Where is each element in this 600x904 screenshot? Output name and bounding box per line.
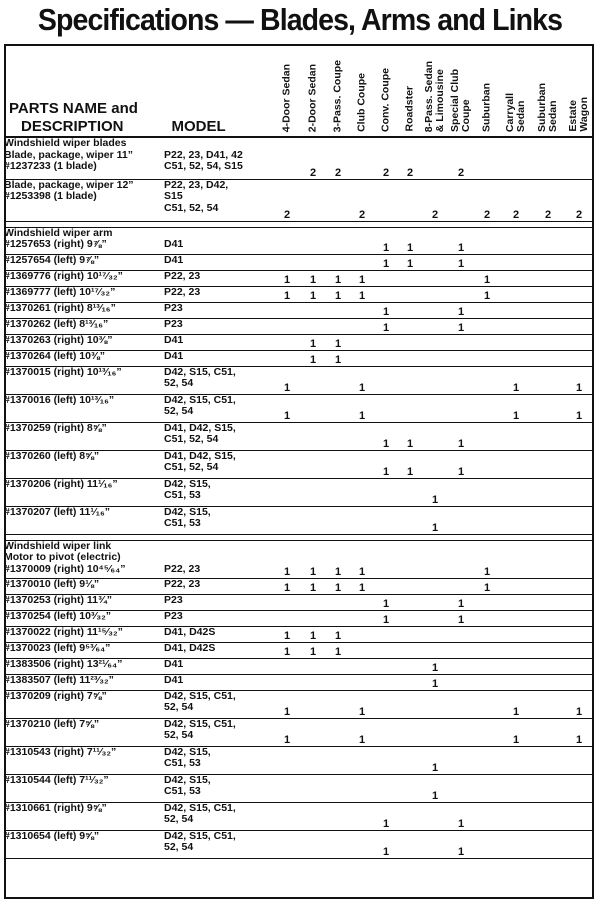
part-description-line: #1310544 (left) 7¹¹⁄₃₂” — [4, 774, 109, 786]
quantity-cell: 1 — [448, 610, 474, 626]
quantity-cell: 1 — [374, 802, 398, 830]
model-line: S15 — [164, 190, 183, 202]
quantity-cell: 1 — [448, 802, 474, 830]
part-description-line: #1257654 (left) 9⅞” — [4, 254, 100, 266]
quantity-cell: 1 — [374, 594, 398, 610]
quantity-cell: 1 — [448, 450, 474, 478]
quantity-cell: 1 — [350, 366, 374, 394]
quantity-cell: 1 — [374, 450, 398, 478]
model-line: P23 — [164, 318, 183, 330]
column-header-line: 3-Pass. Coupe — [331, 59, 344, 132]
model-line: D42, S15, C51, — [164, 690, 236, 702]
model-line: D42, S15, — [164, 774, 211, 786]
quantity-cell: 1 — [326, 540, 350, 578]
quantity-cell: 2 — [532, 179, 564, 221]
quantity-cell: 1 — [350, 540, 374, 578]
quantity-cell: 1 — [350, 578, 374, 594]
quantity-cell: 1 — [326, 626, 350, 642]
model-line: P22, 23 — [164, 578, 201, 590]
column-header-line: Sedan — [547, 100, 559, 132]
model-line: D42, S15, C51, — [164, 718, 236, 730]
quantity-cell: 1 — [274, 270, 300, 286]
quantity-cell: 1 — [564, 690, 594, 718]
quantity-cell: 1 — [326, 578, 350, 594]
part-description-line: #1370010 (left) 9⅛” — [4, 578, 100, 590]
header-description-label: DESCRIPTION — [21, 118, 124, 135]
model-line: C51, 52, 54 — [164, 433, 219, 445]
quantity-cell: 1 — [474, 286, 500, 302]
part-description-line: Windshield wiper link — [4, 540, 112, 552]
header-parts-label: PARTS NAME and — [9, 100, 138, 117]
quantity-cell: 1 — [350, 286, 374, 302]
model-line: 52, 54 — [164, 377, 194, 389]
table-frame — [4, 44, 594, 899]
quantity-cell: 1 — [374, 302, 398, 318]
quantity-cell: 1 — [300, 270, 326, 286]
model-line: 52, 54 — [164, 701, 194, 713]
part-description-line: #1310661 (right) 9⅝” — [4, 802, 107, 814]
quantity-cell: 2 — [300, 137, 326, 179]
quantity-cell: 1 — [300, 626, 326, 642]
quantity-cell: 1 — [326, 334, 350, 350]
model-line: C51, 53 — [164, 785, 201, 797]
model-line: D41 — [164, 674, 184, 686]
column-header-line: Sedan — [515, 100, 527, 132]
model-line: P22, 23 — [164, 286, 201, 298]
quantity-cell: 2 — [422, 179, 448, 221]
quantity-cell: 1 — [374, 318, 398, 334]
column-header-line: 4-Door Sedan — [280, 63, 293, 132]
quantity-cell: 1 — [448, 830, 474, 858]
quantity-cell: 1 — [398, 254, 422, 270]
column-header-line: Carryall — [504, 92, 516, 132]
model-line: P22, 23, D42, — [164, 179, 229, 191]
part-description-line: Windshield wiper blades — [4, 137, 127, 149]
part-description-line: #1370023 (left) 9⁵³⁄₆₄” — [4, 642, 111, 654]
model-line: P22, 23, D41, 42 — [164, 148, 243, 161]
quantity-cell: 1 — [500, 690, 532, 718]
part-description-line: #1370206 (right) 11¹⁄₁₆” — [4, 478, 118, 490]
quantity-cell: 1 — [274, 286, 300, 302]
model-line: C51, 52, 54 — [164, 461, 219, 473]
column-header-line: Roadster — [403, 86, 416, 132]
quantity-cell: 2 — [398, 137, 422, 179]
model-line: D41 — [164, 658, 184, 670]
quantity-cell: 1 — [422, 478, 448, 506]
quantity-cell: 2 — [274, 179, 300, 221]
model-line: C51, 52, 54, S15 — [164, 160, 243, 172]
quantity-cell: 2 — [564, 179, 594, 221]
model-line: C51, 53 — [164, 757, 201, 769]
quantity-cell: 2 — [474, 179, 500, 221]
part-description-line: #1370263 (right) 10⅜” — [4, 334, 113, 346]
part-description-line: #1370209 (right) 7⅝” — [4, 690, 107, 702]
part-description-line: #1369776 (right) 10¹⁷⁄₃₂” — [4, 270, 123, 282]
quantity-cell: 1 — [350, 718, 374, 746]
quantity-cell: 1 — [274, 718, 300, 746]
quantity-cell: 1 — [274, 394, 300, 422]
column-header-line: Estate — [567, 100, 579, 132]
column-header-line: Suburban — [480, 83, 493, 132]
quantity-cell: 1 — [374, 227, 398, 254]
part-description-line: #1310654 (left) 9⅝” — [4, 830, 100, 842]
model-line: D42, S15, — [164, 746, 211, 758]
part-description-line: #1370016 (left) 10¹³⁄₁₆” — [4, 394, 115, 406]
column-header-line: 8-Pass. Sedan — [423, 60, 435, 132]
part-description-line: Windshield wiper arm — [4, 227, 113, 239]
model-line: D41, D42S — [164, 642, 216, 654]
quantity-cell: 1 — [422, 506, 448, 534]
quantity-cell: 1 — [300, 578, 326, 594]
model-line: D42, S15, C51, — [164, 366, 236, 378]
quantity-cell: 1 — [564, 394, 594, 422]
part-description-line: #1370260 (left) 8⅝” — [4, 450, 100, 462]
part-description-line: #1370207 (left) 11¹⁄₁₆” — [4, 506, 111, 518]
model-line: D42, S15, C51, — [164, 830, 236, 842]
model-line: P23 — [164, 594, 183, 606]
model-line: D41 — [164, 238, 184, 250]
part-description-line: Blade, package, wiper 11” — [4, 148, 133, 161]
model-line: D41 — [164, 254, 184, 266]
model-line: D41, D42, S15, — [164, 450, 236, 462]
quantity-cell: 1 — [300, 286, 326, 302]
model-line: D41 — [164, 334, 184, 346]
quantity-cell: 1 — [300, 334, 326, 350]
quantity-cell: 1 — [500, 366, 532, 394]
column-header-line: & Limousine — [434, 68, 446, 132]
model-line: 52, 54 — [164, 729, 194, 741]
quantity-cell: 1 — [474, 270, 500, 286]
part-description-line: #1370253 (right) 11¾” — [4, 594, 112, 606]
part-description-line: #1383507 (left) 11²³⁄₃₂” — [4, 674, 114, 686]
quantity-cell: 1 — [374, 422, 398, 450]
part-description-line: Blade, package, wiper 12” — [4, 179, 134, 191]
quantity-cell: 2 — [448, 137, 474, 179]
model-line: P22, 23 — [164, 270, 201, 282]
part-description-line: #1370015 (right) 10¹³⁄₁₆” — [4, 366, 122, 378]
part-description-line: #1370262 (left) 8¹³⁄₁₆” — [4, 318, 109, 330]
quantity-cell: 1 — [374, 830, 398, 858]
quantity-cell: 1 — [448, 594, 474, 610]
model-line: P23 — [164, 302, 183, 314]
part-description-line: #1370022 (right) 11¹⁵⁄₃₂” — [4, 626, 123, 638]
part-description-line: #1370254 (left) 10³⁄₃₂” — [4, 610, 111, 622]
column-header-line: Coupe — [460, 99, 472, 132]
quantity-cell: 1 — [374, 610, 398, 626]
quantity-cell: 1 — [422, 746, 448, 774]
quantity-cell: 1 — [398, 422, 422, 450]
part-description-line: #1369777 (left) 10¹⁷⁄₃₂” — [4, 286, 116, 298]
column-header-line: Suburban — [536, 83, 548, 132]
quantity-cell: 1 — [326, 270, 350, 286]
header-model-label: MODEL — [171, 118, 226, 135]
quantity-cell: 1 — [350, 394, 374, 422]
quantity-cell: 1 — [422, 774, 448, 802]
part-description-line: #1370259 (right) 8⅝” — [4, 422, 107, 434]
part-description-line: Motor to pivot (electric) — [4, 551, 121, 563]
column-header-line: Wagon — [578, 97, 590, 132]
page-title: Specifications — Blades, Arms and Links — [37, 2, 563, 37]
quantity-cell: 1 — [374, 254, 398, 270]
quantity-cell: 1 — [274, 642, 300, 658]
quantity-cell: 1 — [274, 626, 300, 642]
column-header-line: Conv. Coupe — [379, 68, 392, 132]
part-description-line: #1383506 (right) 13²¹⁄₆₄” — [4, 658, 123, 670]
quantity-cell: 2 — [500, 179, 532, 221]
quantity-cell: 1 — [274, 578, 300, 594]
column-header-line: Special Club — [449, 68, 461, 132]
model-line: 52, 54 — [164, 813, 194, 825]
model-line: 52, 54 — [164, 405, 194, 417]
quantity-cell: 1 — [398, 227, 422, 254]
part-description-line: #1370210 (left) 7⅝” — [4, 718, 100, 730]
model-line: D42, S15, — [164, 478, 211, 490]
quantity-cell: 1 — [474, 578, 500, 594]
quantity-cell: 1 — [564, 718, 594, 746]
quantity-cell: 1 — [500, 394, 532, 422]
quantity-cell: 1 — [300, 642, 326, 658]
column-header-line: 2-Door Sedan — [306, 63, 319, 132]
quantity-cell: 1 — [274, 366, 300, 394]
quantity-cell: 1 — [326, 642, 350, 658]
quantity-cell: 1 — [274, 540, 300, 578]
model-line: D41, D42, S15, — [164, 422, 236, 434]
quantity-cell: 1 — [398, 450, 422, 478]
quantity-cell: 1 — [274, 690, 300, 718]
model-line: P23 — [164, 610, 183, 622]
part-description-line: #1257653 (right) 9⅞” — [4, 238, 107, 250]
part-description-line: #1370261 (right) 8¹³⁄₁₆” — [4, 302, 116, 314]
quantity-cell: 1 — [564, 366, 594, 394]
quantity-cell: 1 — [448, 227, 474, 254]
quantity-cell: 2 — [326, 137, 350, 179]
model-line: C51, 53 — [164, 489, 201, 501]
quantity-cell: 1 — [422, 674, 448, 690]
quantity-cell: 1 — [326, 350, 350, 366]
model-line: P22, 23 — [164, 562, 201, 575]
quantity-cell: 1 — [350, 270, 374, 286]
quantity-cell: 2 — [350, 179, 374, 221]
part-description-line: #1370009 (right) 10⁴⁵⁄₆₄” — [4, 562, 126, 575]
quantity-cell: 1 — [300, 540, 326, 578]
model-line: D41, D42S — [164, 626, 216, 638]
model-line: D42, S15, C51, — [164, 802, 236, 814]
part-description-line: #1310543 (right) 7¹¹⁄₃₂” — [4, 746, 117, 758]
quantity-cell: 1 — [326, 286, 350, 302]
model-line: C51, 53 — [164, 517, 201, 529]
quantity-cell: 1 — [422, 658, 448, 674]
quantity-cell: 1 — [300, 350, 326, 366]
quantity-cell: 1 — [448, 254, 474, 270]
quantity-cell: 2 — [374, 137, 398, 179]
quantity-cell: 1 — [474, 540, 500, 578]
quantity-cell: 1 — [350, 690, 374, 718]
model-line: D41 — [164, 350, 184, 362]
part-description-line: #1370264 (left) 10⅜” — [4, 350, 105, 362]
model-line: 52, 54 — [164, 841, 194, 853]
model-line: D42, S15, — [164, 506, 211, 518]
model-line: D42, S15, C51, — [164, 394, 236, 406]
part-description-line: #1253398 (1 blade) — [4, 190, 97, 202]
part-description-line: #1237233 (1 blade) — [4, 160, 97, 172]
quantity-cell: 1 — [448, 318, 474, 334]
quantity-cell: 1 — [448, 422, 474, 450]
model-line: C51, 52, 54 — [164, 201, 219, 214]
quantity-cell: 1 — [500, 718, 532, 746]
quantity-cell: 1 — [448, 302, 474, 318]
column-header-line: Club Coupe — [355, 73, 368, 132]
